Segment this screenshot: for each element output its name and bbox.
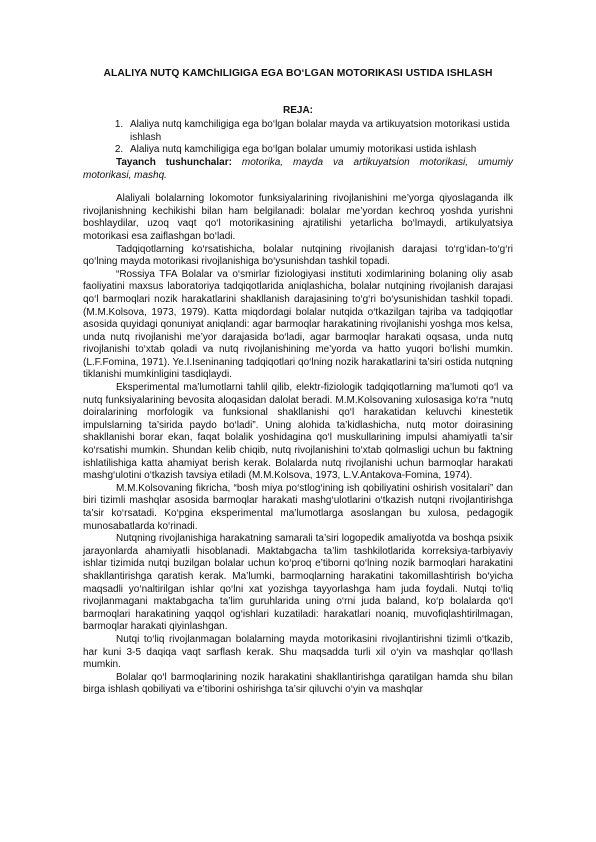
plan-item: 1. Alaliya nutq kamchiligiga ega bo‘lgan bolalar mayda va artikuyatsion motorikasi ustida ishlash	[126, 119, 513, 144]
body-paragraph: Nutqning rivojlanishiga harakatning samarali ta’siri logopedik amaliyotda va boshqa psixik jarayonlarda ahamiyatli hisoblanadi. Maktabgacha ta’lim tashkilotlarida korreksiya-tarbiyaviy ishlar tizimida nutqi buzilgan bolalar uchun ko‘proq e’tiborni qo‘lning nozik barmoqlari harakatini shakllantirishga qaratish kerak. Ma’lumki, barmoqlarning harakatini takomillashtirish bo‘yicha maqsadli yo‘naltirilgan ishlar qo‘lni xat yozishga tayyorlashga ham juda foydali. Nutqi to‘liq rivojlanmagani maktabgacha ta’lim guruhlarida uning o‘rni juda baland, ko‘p bolalarda qo‘l barmoqlari harakatining yaqqol og‘ishlari kuzatiladi: harakatlari noaniq, muvofiqlashtirilmagan, barmoqlar harakati qiyinlashgan.	[83, 533, 513, 633]
plan-list	[83, 119, 513, 157]
document-body	[83, 68, 513, 697]
body-paragraph: Nutqi to‘liq rivojlanmagan bolalarning mayda motorikasini rivojlantirishni tizimli o‘tkazib, har kuni 3-5 daqiqa vaqt sarflash kerak. Shu maqsadda turli xil o‘yin va mashqlar qo‘llash mumkin.	[83, 633, 513, 671]
document-title: ALALIYA NUTQ KAMChILIGIGA EGA BO‘LGAN MOTORIKASI USTIDA ISHLASH	[103, 68, 493, 79]
plan-item: 2. Alaliya nutq kamchiligiga ega bo‘lgan bolalar umumiy motorikasi ustida ishlash	[126, 144, 513, 157]
body-paragraph: Alaliyali bolalarning lokomotor funksiyalarining rivojlanishini me’yorga qiyoslaganda ilk rivojlanishning kechikishi bilan ham belgilanadi: bolalar me’yordan kechroq yoshda yurishni boshlaydilar, uzoq vaqt qo‘l motorikasining ajratilishi yetarlicha bo‘lmaydi, artikulyatsiya motorikasi esa zaiflashgan bo‘ladi.	[83, 193, 513, 242]
keywords-line	[83, 157, 513, 182]
body-paragraph: Tadqiqotlarning ko‘rsatishicha, bolalar nutqining rivojlanish darajasi to‘rg‘idan-to‘g‘ri qo‘lning mayda motorikasi rivojlanishiga bo‘ysunishdan tashkil topadi.	[83, 243, 513, 268]
body-paragraph: “Rossiya TFA Bolalar va o‘smirlar fiziologiyasi instituti xodimlarining bolaning oliy asab faoliyatini maxsus laboratoriya tadqiqotlarida aniqlashicha, bolalar nutqining rivojlanish darajasi qo‘l barmoqlari nozik harakatlarini shakllanish darajasining to‘g‘ri bo‘ysunishidan tashkil topadi. (M.M.Kolsova, 1973, 1979). Katta miqdordagi bolalar nutqida o‘tkazilgan tajriba va tadqiqotlar asosida quyidagi qonuniyat aniqlandi: agar barmoqlar harakatining rivojlanishi yoshga mos kelsa, unda nutq rivojlanishi me’yor darajasida bo‘ladi, agar barmoqlar harakati oqsasa, unda nutq rivojlanishi to‘xtab qoladi va nutq rivojlanishining me’yorda va hatto yuqori bo‘lishi mumkin. (L.F.Fomina, 1971). Ye.I.Iseninaning tadqiqotlari qo‘lning nozik harakatlarini ta’siri ostida nutqning tiklanishi mumkinligini tasdiqlaydi.	[83, 268, 513, 381]
plan-heading: REJA:	[282, 104, 313, 116]
body-paragraph: M.M.Kolsovaning fikricha, “bosh miya po‘stlog‘ining ish qobiliyatini oshirish vositalari” dan biri tizimli mashqlar asosida barmoqlar harakati mashg‘ulotlarini o‘tkazish nutqni rivojlantirishga ta’sir ko‘rsatadi. Ko‘pgina eksperimental ma’lumotlarga asoslangan bu xulosa, pedagogik munosabatlarda ko‘rinadi.	[83, 482, 513, 532]
keywords-text: motorika, mayda va artikuyatsion motorikasi, umumiy motorikasi, mashq.	[83, 156, 513, 181]
body-paragraph: Eksperimental ma’lumotlarni tahlil qilib, elektr-fiziologik tadqiqotlarning ma’lumoti qo‘l va nutq funksiyalarining bevosita aloqasidan dalolat beradi. M.M.Kolsovaning xulosasiga ko‘ra “nutq doiralarining morfologik va funksional shakllanishi qo‘l harakatidan keluvchi kinestetik impulslarning ta’sirida paydo bo‘ladi”. Uning alohida ta’kidlashicha, nutq motor doirasining shakllanishi borar ekan, faqat bolalik yoshidagina qo‘l muskullarining impulsi ahamiyatli ta’sir ko‘rsatishi mumkin. Shundan kelib chiqib, nutq rivojlanishini to‘xtab qolmasligi uchun bu faktning ishlatilishiga katta ahamiyat berish kerak. Bolalarda nutq rivojlanishi uchun barmoqlar harakati mashg‘ulotini o‘tkazish tavsiya etiladi (M.M.Kolsova, 1973, L.V.Antakova-Fomina, 1974).	[83, 382, 513, 482]
keywords-label: Tayanch tushunchalar:	[116, 156, 232, 168]
body-paragraph: Bolalar qo‘l barmoqlarining nozik harakatini shakllantirishga qaratilgan hamda shu bilan birga ishlash qobiliyati va e’tiborini oshirishga ta’sir qiluvchi o‘yin va mashqlar	[83, 671, 513, 696]
